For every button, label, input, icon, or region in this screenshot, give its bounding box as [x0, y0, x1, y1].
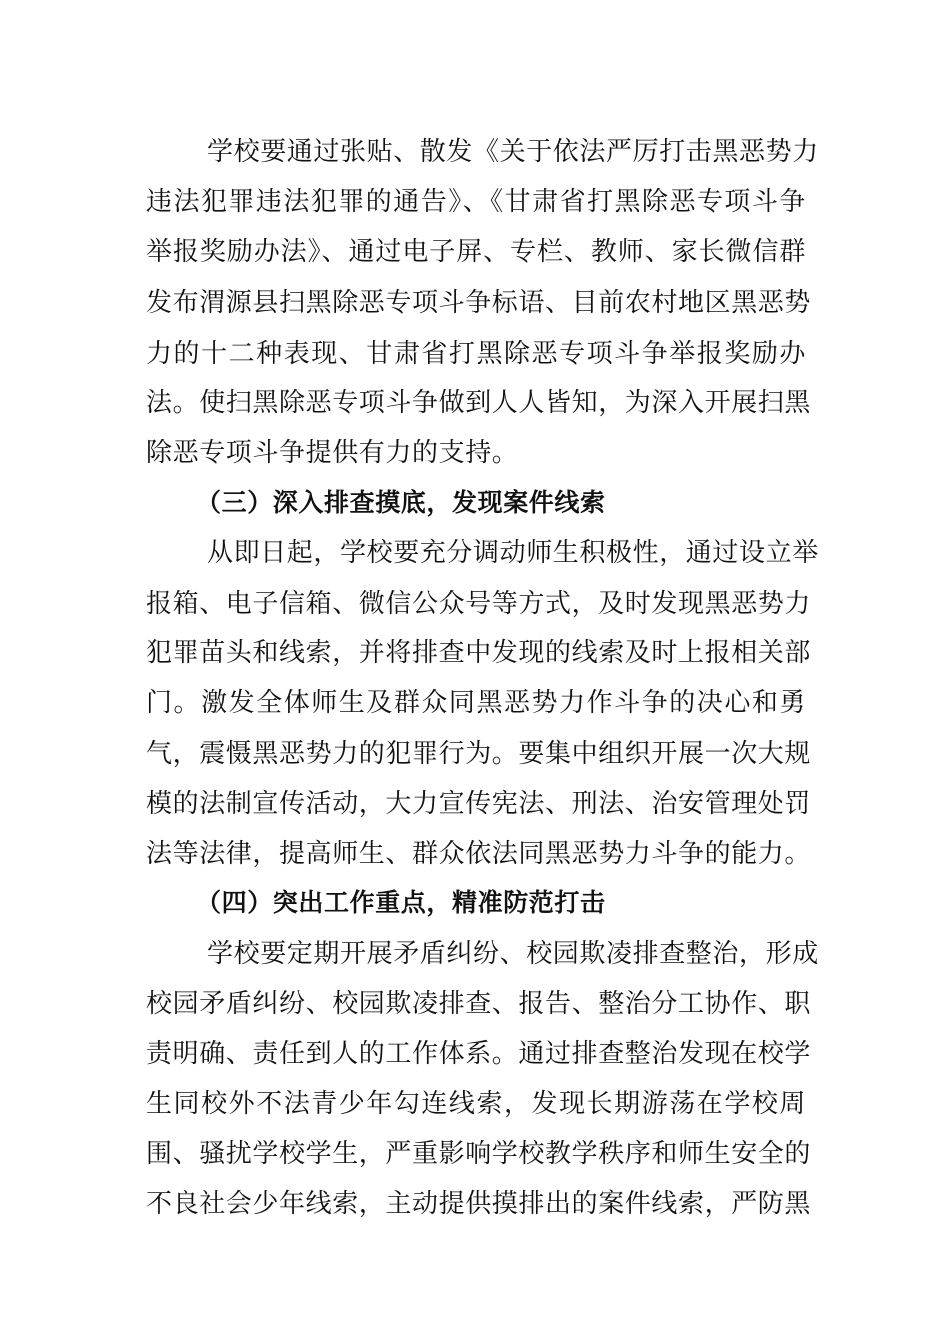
paragraph-2-line-3: 犯罪苗头和线索，并将排查中发现的线索及时上报相关部 — [146, 638, 812, 668]
paragraph-2-line-7: 法等法律，提高师生、群众依法同黑恶势力斗争的能力。 — [146, 839, 812, 869]
paragraph-1-line-6: 法。使扫黑除恶专项斗争做到人人皆知，为深入开展扫黑 — [146, 388, 812, 418]
paragraph-1-line-5: 力的十二种表现、甘肃省打黑除恶专项斗争举报奖励办 — [146, 339, 806, 369]
paragraph-1-line-4: 发布渭源县扫黑除恶专项斗争标语、目前农村地区黑恶势 — [146, 288, 812, 318]
paragraph-2-line-1: 从即日起，学校要充分调动师生积极性，通过设立举 — [207, 538, 819, 568]
paragraph-3-line-3: 责明确、责任到人的工作体系。通过排查整治发现在校学 — [146, 1039, 812, 1069]
paragraph-1-line-2: 违法犯罪违法犯罪的通告》、《甘肃省打黑除恶专项斗争 — [146, 187, 806, 217]
paragraph-1-line-3: 举报奖励办法》、通过电子屏、专栏、教师、家长微信群 — [146, 237, 806, 267]
paragraph-3-line-6: 不良社会少年线索，主动提供摸排出的案件线索，严防黑 — [146, 1189, 812, 1219]
paragraph-3-line-4: 生同校外不法青少年勾连线索，发现长期游荡在学校周 — [146, 1089, 806, 1119]
section-heading-3: （三）深入排查摸底，发现案件线索 — [196, 488, 606, 517]
paragraph-2-line-6: 模的法制宣传活动，大力宣传宪法、刑法、治安管理处罚 — [146, 789, 812, 819]
paragraph-3-line-1: 学校要定期开展矛盾纠纷、校园欺凌排查整治，形成 — [207, 939, 819, 969]
paragraph-2-line-4: 门。激发全体师生及群众同黑恶势力作斗争的决心和勇 — [146, 688, 806, 718]
paragraph-3-line-5: 围、骚扰学校学生，严重影响学校教学秩序和师生安全的 — [146, 1139, 812, 1169]
paragraph-2-line-5: 气，震慑黑恶势力的犯罪行为。要集中组织开展一次大规 — [146, 739, 812, 769]
paragraph-1-line-1: 学校要通过张贴、散发《关于依法严厉打击黑恶势力 — [207, 137, 819, 167]
section-heading-4: （四）突出工作重点，精准防范打击 — [196, 888, 606, 917]
paragraph-3-line-2: 校园矛盾纠纷、校园欺凌排查、报告、整治分工协作、职 — [146, 989, 812, 1019]
paragraph-2-line-2: 报箱、电子信箱、微信公众号等方式，及时发现黑恶势力 — [146, 589, 812, 619]
paragraph-1-line-7: 除恶专项斗争提供有力的支持。 — [146, 438, 519, 468]
